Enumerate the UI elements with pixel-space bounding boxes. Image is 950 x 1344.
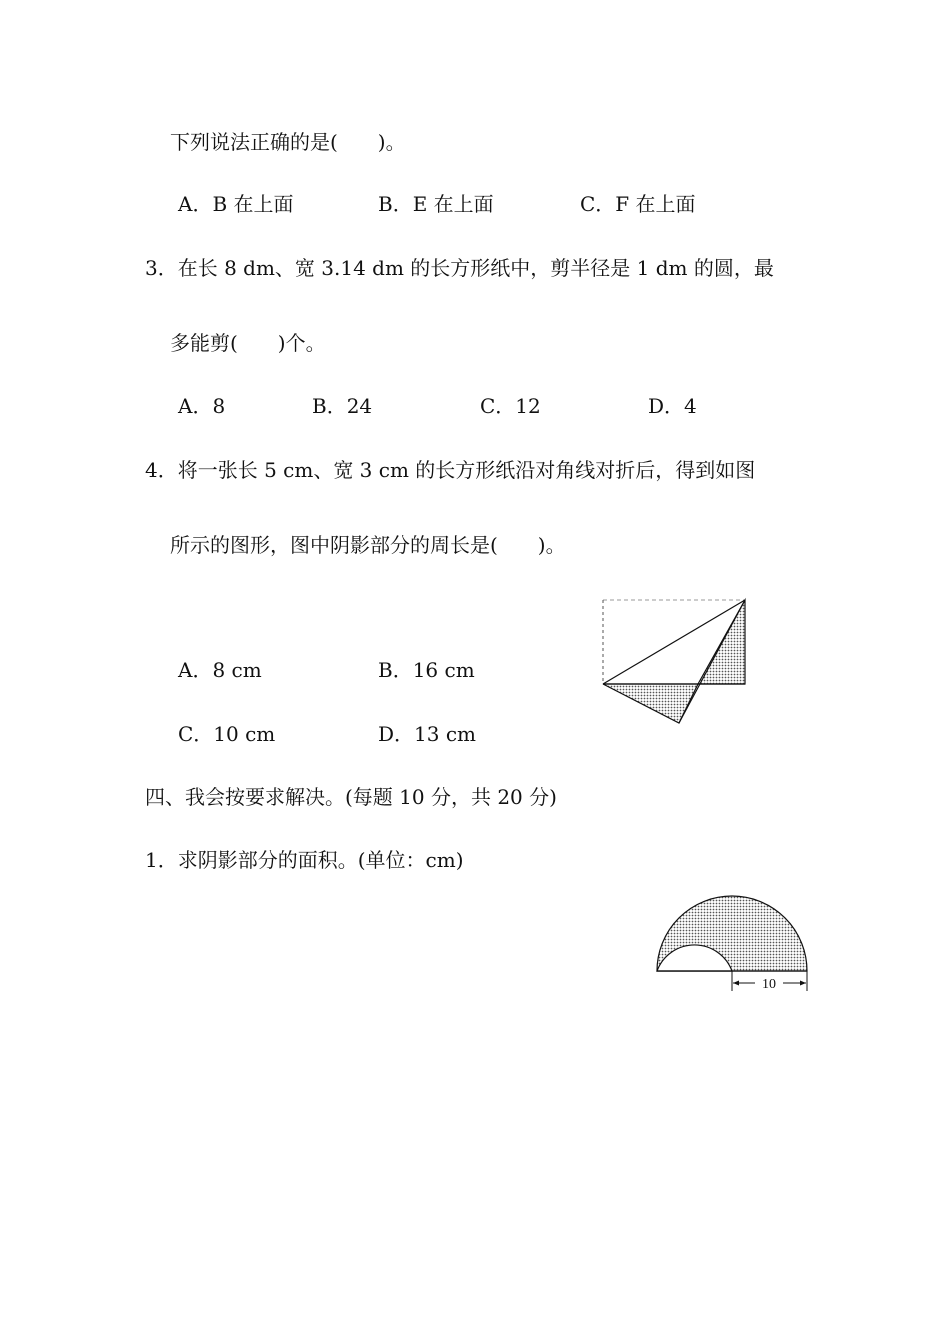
q4-option-a: A．8 cm: [178, 658, 262, 682]
q4-option-b: B．16 cm: [378, 658, 475, 682]
dim-arrowhead-left: [733, 981, 739, 986]
semicircle-figure: [652, 893, 812, 995]
s4q1-stem: 1．求阴影部分的面积。(单位：cm): [145, 848, 464, 872]
q3-option-b: B．24: [312, 394, 373, 418]
q4-option-d: D．13 cm: [378, 722, 477, 746]
q3-stem-line1: 3．在长 8 dm、宽 3.14 dm 的长方形纸中，剪半径是 1 dm 的圆，最: [145, 256, 774, 280]
q2-stem-tail: 下列说法正确的是( )。: [170, 130, 406, 154]
shaded-triangle-bottom: [603, 684, 698, 723]
q3-option-a: A．8: [178, 394, 226, 418]
q4-stem-line1: 4．将一张长 5 cm、宽 3 cm 的长方形纸沿对角线对折后，得到如图: [145, 458, 756, 482]
dim-arrowhead-right: [800, 981, 806, 986]
dimension-label: 10: [762, 977, 776, 992]
q3-option-c: C．12: [480, 394, 541, 418]
folded-rectangle-figure: [598, 595, 753, 730]
q4-option-c: C．10 cm: [178, 722, 276, 746]
q4-stem-line2: 所示的图形，图中阴影部分的周长是( )。: [170, 533, 566, 557]
q3-stem-line2: 多能剪( )个。: [170, 331, 326, 355]
q2-option-a: A．B 在上面: [178, 192, 294, 216]
q2-option-b: B．E 在上面: [378, 192, 494, 216]
q2-option-c: C．F 在上面: [580, 192, 696, 216]
q3-option-d: D．4: [648, 394, 697, 418]
section4-heading: 四、我会按要求解决。(每题 10 分，共 20 分): [145, 785, 557, 809]
